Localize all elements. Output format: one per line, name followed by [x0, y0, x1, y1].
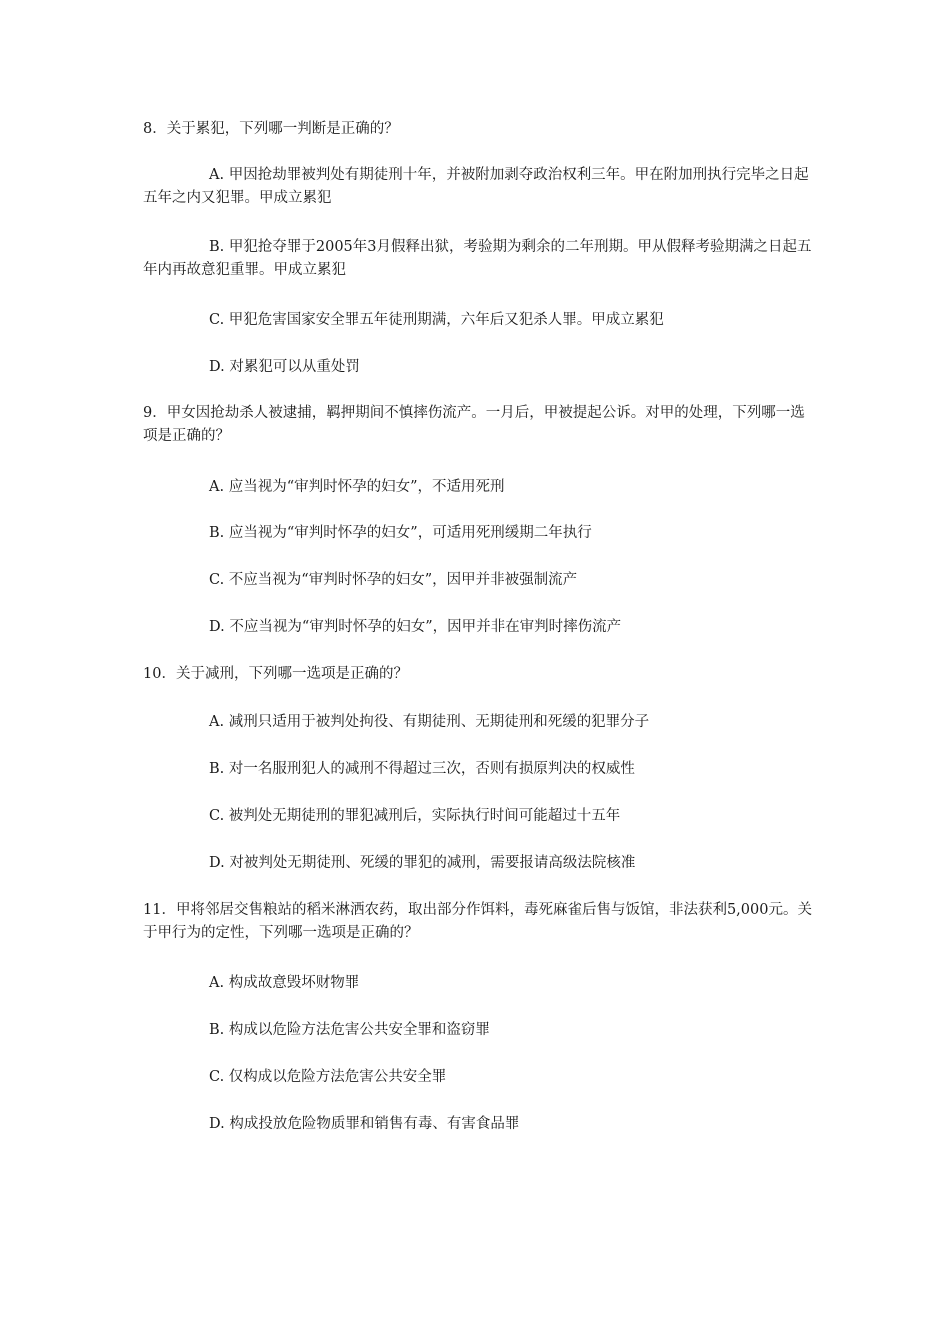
- question-10-option-b: B. 对一名服刑犯人的减刑不得超过三次，否则有损原判决的权威性: [209, 761, 635, 777]
- question-9-stem: 9．甲女因抢劫杀人被逮捕，羁押期间不慎摔伤流产。一月后，甲被提起公诉。对甲的处理，下列哪一选项是正确的？: [143, 405, 805, 444]
- question-11-stem: 11．甲将邻居交售粮站的稻米淋洒农药，取出部分作饵料，毒死麻雀后售与饭馆，非法获利5,000元。关于甲行为的定性，下列哪一选项是正确的？: [143, 902, 812, 941]
- question-8-stem: 8．关于累犯，下列哪一判断是正确的？: [143, 121, 399, 137]
- question-9-option-d: D. 不应当视为“审判时怀孕的妇女”，因甲并非在审判时摔伤流产: [209, 619, 622, 635]
- question-10-stem: 10．关于减刑，下列哪一选项是正确的？: [143, 666, 408, 682]
- question-8-option-b: B. 甲犯抢夺罪于2005年3月假释出狱，考验期为剩余的二年刑期。甲从假释考验期满之日起五年内再故意犯重罪。甲成立累犯: [143, 239, 812, 278]
- question-9-option-c: C. 不应当视为“审判时怀孕的妇女”，因甲并非被强制流产: [209, 572, 578, 588]
- question-9-option-a: A. 应当视为“审判时怀孕的妇女”，不适用死刑: [209, 479, 505, 495]
- question-10-option-c: C. 被判处无期徒刑的罪犯减刑后，实际执行时间可能超过十五年: [209, 808, 621, 824]
- question-11-option-d: D. 构成投放危险物质罪和销售有毒、有害食品罪: [209, 1116, 520, 1132]
- question-10-option-d: D. 对被判处无期徒刑、死缓的罪犯的减刑，需要报请高级法院核准: [209, 855, 636, 871]
- question-8-option-c: C. 甲犯危害国家安全罪五年徒刑期满，六年后又犯杀人罪。甲成立累犯: [209, 312, 664, 328]
- question-11-option-c: C. 仅构成以危险方法危害公共安全罪: [209, 1069, 447, 1085]
- question-10-option-a: A. 减刑只适用于被判处拘役、有期徒刑、无期徒刑和死缓的犯罪分子: [209, 714, 650, 730]
- question-8-option-d: D. 对累犯可以从重处罚: [209, 359, 360, 375]
- question-8-option-a: A. 甲因抢劫罪被判处有期徒刑十年，并被附加剥夺政治权利三年。甲在附加刑执行完毕之日起五年之内又犯罪。甲成立累犯: [143, 167, 809, 206]
- question-11-option-b: B. 构成以危险方法危害公共安全罪和盗窃罪: [209, 1022, 490, 1038]
- question-9-option-b: B. 应当视为“审判时怀孕的妇女”，可适用死刑缓期二年执行: [209, 525, 592, 541]
- question-11-option-a: A. 构成故意毁坏财物罪: [209, 975, 360, 991]
